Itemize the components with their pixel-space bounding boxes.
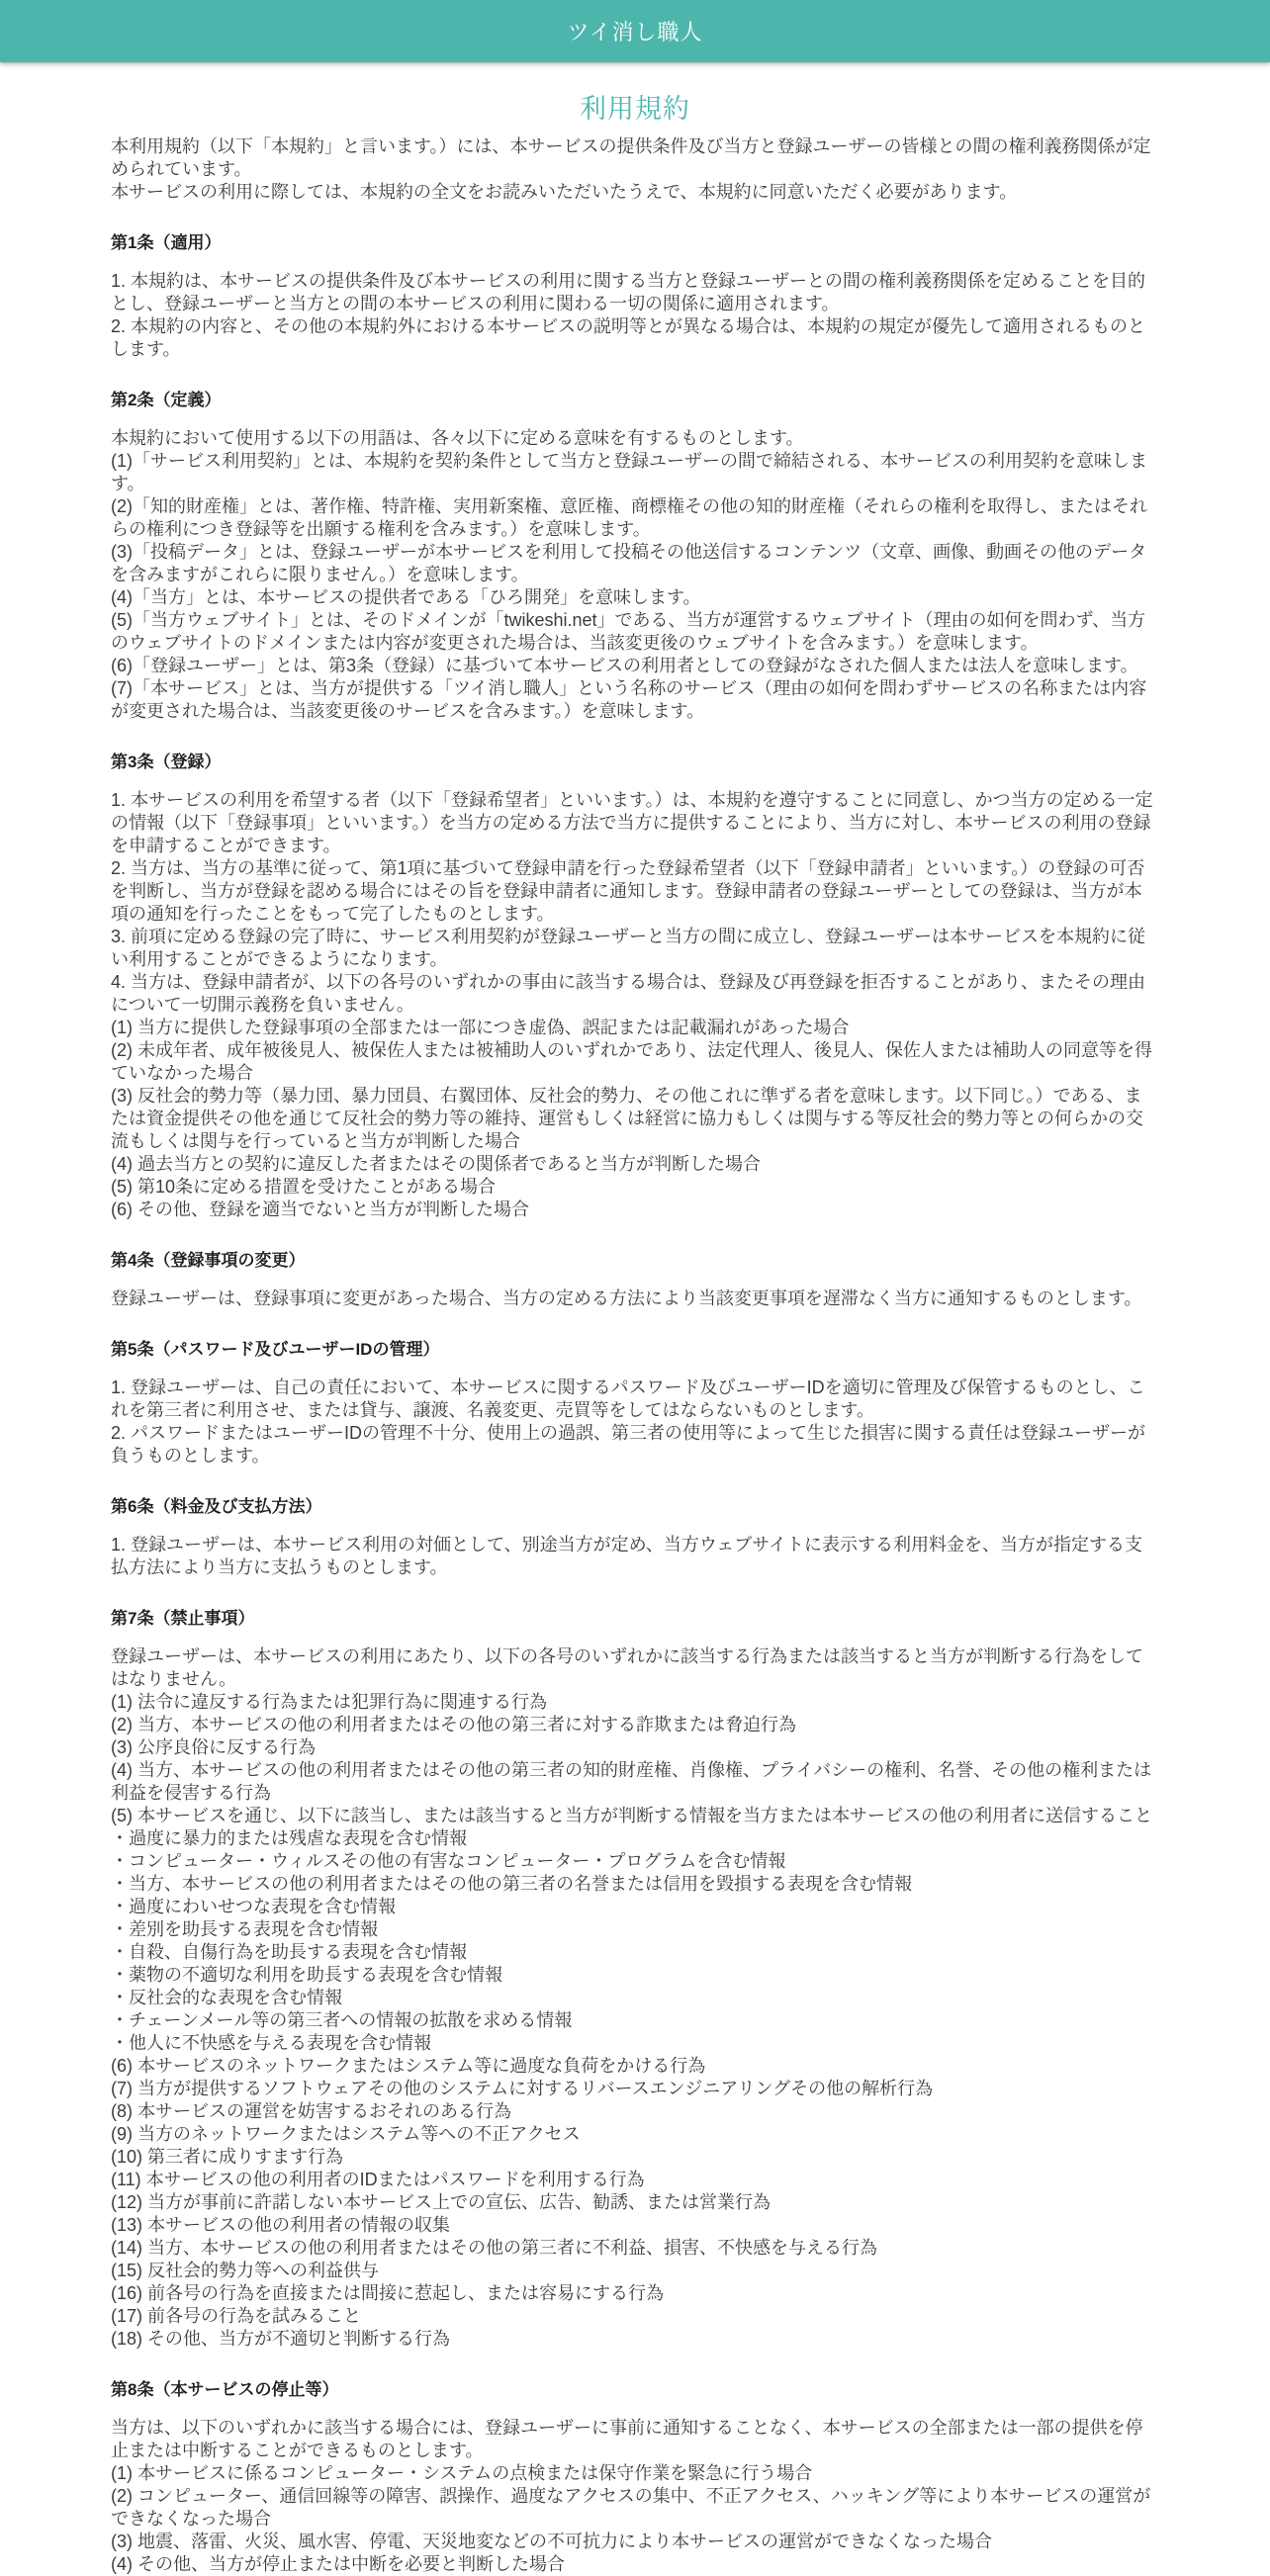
section-line: ・過度にわいせつな表現を含む情報 [111, 1897, 396, 1916]
section-line: (5) 本サービスを通じ、以下に該当し、または該当すると当方が判断する情報を当方または本サービスの他の利用者に送信すること [111, 1806, 1152, 1825]
terms-section [111, 1495, 1159, 1579]
section-body [111, 789, 1159, 1221]
terms-document [0, 94, 1270, 2576]
section-body [111, 270, 1159, 361]
terms-section [111, 2378, 1159, 2576]
section-line: (6)「登録ユーザー」とは、第3条（登録）に基づいて本サービスの利用者としての登録がなされた個人または法人を意味します。 [111, 656, 1138, 675]
section-line: (3) 反社会的勢力等（暴力団、暴力団員、右翼団体、反社会的勢力、その他これに準ずる者を意味します。以下同じ。）である、または資金提供その他を通じて反社会的勢力等の維持、運営もしくは経営に協力もしくは関与する等反社会的勢力等との何らかの交流もしくは関与を行っていると当方が判断した場合 [111, 1086, 1143, 1151]
section-body [111, 1534, 1159, 1579]
section-line: (7) 当方が提供するソフトウェアその他のシステムに対するリバースエンジニアリングその他の解析行為 [111, 2079, 934, 2098]
section-line: (15) 反社会的勢力等への利益供与 [111, 2261, 380, 2280]
section-line: (6) 本サービスのネットワークまたはシステム等に過度な負荷をかける行為 [111, 2056, 706, 2076]
section-line: 2. パスワードまたはユーザーIDの管理不十分、使用上の過誤、第三者の使用等によって生じた損害に関する責任は登録ユーザーが負うものとします。 [111, 1423, 1146, 1466]
section-heading: 第4条（登録事項の変更） [111, 1251, 306, 1270]
section-line: ・チェーンメール等の第三者への情報の拡散を求める情報 [111, 2010, 573, 2030]
terms-section [111, 231, 1159, 361]
section-line: ・薬物の不適切な利用を助長する表現を含む情報 [111, 1965, 502, 1985]
intro-paragraphs [111, 135, 1159, 204]
sections-container [111, 231, 1159, 2576]
app-title: ツイ消し職人 [567, 20, 703, 44]
section-line: ・差別を助長する表現を含む情報 [111, 1919, 378, 1939]
section-line: (4) その他、当方が停止または中断を必要と判断した場合 [111, 2554, 565, 2574]
section-line: (2) コンピューター、通信回線等の障害、誤操作、過度なアクセスの集中、不正アクセス、ハッキング等により本サービスの運営ができなくなった場合 [111, 2486, 1151, 2529]
section-line: (5)「当方ウェブサイト」とは、そのドメインが「twikeshi.net」である、当方が運営するウェブサイト（理由の如何を問わず、当方のウェブサイトのドメインまたは内容が変更された場合は、当該変更後のウェブサイトを含みます。）を意味します。 [111, 610, 1146, 653]
section-line: (12) 当方が事前に許諾しない本サービス上での宣伝、広告、勧誘、または営業行為 [111, 2192, 771, 2212]
section-line: (1) 本サービスに係るコンピューター・システムの点検または保守作業を緊急に行う場合 [111, 2463, 813, 2483]
section-line: 1. 本サービスの利用を希望する者（以下「登録希望者」といいます。）は、本規約を遵守することに同意し、かつ当方の定める一定の情報（以下「登録事項」といいます。）を当方の定める方法で当方に提供することにより、当方に対し、本サービスの利用の登録を申請することができます。 [111, 790, 1153, 855]
section-line: (2) 当方、本サービスの他の利用者またはその他の第三者に対する詐欺または脅迫行為 [111, 1715, 796, 1734]
section-line: (2) 未成年者、成年被後見人、被保佐人または被補助人のいずれかであり、法定代理人、後見人、保佐人または補助人の同意等を得ていなかった場合 [111, 1040, 1152, 1083]
section-line: (16) 前各号の行為を直接または間接に惹起し、または容易にする行為 [111, 2283, 665, 2303]
section-heading: 第1条（適用） [111, 233, 222, 252]
section-heading: 第5条（パスワード及びユーザーIDの管理） [111, 1340, 440, 1359]
terms-section [111, 1249, 1159, 1310]
section-line: (1) 当方に提供した登録事項の全部または一部につき虚偽、誤記または記載漏れがあった場合 [111, 1018, 850, 1037]
section-body [111, 1377, 1159, 1467]
section-line: 3. 前項に定める登録の完了時に、サービス利用契約が登録ユーザーと当方の間に成立し、登録ユーザーは本サービスを本規約に従い利用することができるようになります。 [111, 927, 1146, 969]
section-line: 本規約において使用する以下の用語は、各々以下に定める意味を有するものとします。 [111, 428, 804, 448]
terms-section [111, 389, 1159, 723]
page-title: 利用規約 [580, 94, 690, 124]
section-line: 2. 当方は、当方の基準に従って、第1項に基づいて登録申請を行った登録希望者（以下「登録申請者」といいます。）の登録の可否を判断し、当方が登録を認める場合にはその旨を登録申請者に通知します。登録申請者の登録ユーザーとしての登録は、当方が本項の通知を行ったことをもって完了したものとします。 [111, 858, 1145, 924]
section-line: 当方は、以下のいずれかに該当する場合には、登録ユーザーに事前に通知することなく、本サービスの全部または一部の提供を停止または中断することができるものとします。 [111, 2418, 1143, 2460]
section-heading: 第2条（定義） [111, 391, 222, 409]
section-line: ・他人に不快感を与える表現を含む情報 [111, 2033, 431, 2053]
terms-section [111, 1338, 1159, 1467]
section-heading: 第7条（禁止事項） [111, 1609, 255, 1628]
section-line: (2)「知的財産権」とは、著作権、特許権、実用新案権、意匠権、商標権その他の知的財産権（それらの権利を取得し、またはそれらの権利につき登録等を出願する権利を含みます。）を意味します。 [111, 496, 1147, 539]
section-line: ・当方、本サービスの他の利用者またはその他の第三者の名誉または信用を毀損する表現を含む情報 [111, 1874, 912, 1894]
section-line: 1. 登録ユーザーは、自己の責任において、本サービスに関するパスワード及びユーザーIDを適切に管理及び保管するものとし、これを第三者に利用させ、または貸与、譲渡、名義変更、売買等をしてはならないものとします。 [111, 1377, 1145, 1420]
section-line: 1. 本規約は、本サービスの提供条件及び本サービスの利用に関する当方と登録ユーザーとの間の権利義務関係を定めることを目的とし、登録ユーザーと当方との間の本サービスの利用に関わる一切の関係に適用されます。 [111, 271, 1146, 313]
section-line: ・自殺、自傷行為を助長する表現を含む情報 [111, 1942, 467, 1962]
section-line: (1) 法令に違反する行為または犯罪行為に関連する行為 [111, 1692, 547, 1712]
section-line: (3)「投稿データ」とは、登録ユーザーが本サービスを利用して投稿その他送信するコンテンツ（文章、画像、動画その他のデータを含みますがこれらに限りません。）を意味します。 [111, 542, 1147, 584]
section-body [111, 1288, 1159, 1310]
section-line: (4) 過去当方との契約に違反した者またはその関係者であると当方が判断した場合 [111, 1154, 761, 1174]
section-line: (6) その他、登録を適当でないと当方が判断した場合 [111, 1199, 529, 1219]
section-line: (13) 本サービスの他の利用者の情報の収集 [111, 2215, 451, 2235]
section-line: 1. 登録ユーザーは、本サービス利用の対価として、別途当方が定め、当方ウェブサイトに表示する利用料金を、当方が指定する支払方法により当方に支払うものとします。 [111, 1535, 1142, 1577]
section-heading: 第8条（本サービスの停止等） [111, 2380, 339, 2399]
section-line: 登録ユーザーは、登録事項に変更があった場合、当方の定める方法により当該変更事項を遅滞なく当方に通知するものとします。 [111, 1288, 1142, 1308]
section-line: (7)「本サービス」とは、当方が提供する「ツイ消し職人」という名称のサービス（理由の如何を問わずサービスの名称または内容が変更された場合は、当該変更後のサービスを含みます。）を意味します。 [111, 678, 1147, 721]
section-body [111, 2417, 1159, 2576]
section-line: (4) 当方、本サービスの他の利用者またはその他の第三者の知的財産権、肖像権、プライバシーの権利、名誉、その他の権利または利益を侵害する行為 [111, 1760, 1152, 1803]
section-line: (9) 当方のネットワークまたはシステム等への不正アクセス [111, 2124, 581, 2144]
section-line: (4)「当方」とは、本サービスの提供者である「ひろ開発」を意味します。 [111, 587, 701, 607]
section-line: (11) 本サービスの他の利用者のIDまたはパスワードを利用する行為 [111, 2170, 645, 2189]
section-line: (1)「サービス利用契約」とは、本規約を契約条件として当方と登録ユーザーの間で締結される、本サービスの利用契約を意味します。 [111, 451, 1147, 493]
section-line: ・コンピューター・ウィルスその他の有害なコンピューター・プログラムを含む情報 [111, 1851, 786, 1871]
section-line: (3) 公序良俗に反する行為 [111, 1737, 316, 1757]
section-line: (3) 地震、落雷、火災、風水害、停電、天災地変などの不可抗力により本サービスの運営ができなくなった場合 [111, 2532, 992, 2551]
section-line: (14) 当方、本サービスの他の利用者またはその他の第三者に不利益、損害、不快感を与える行為 [111, 2238, 878, 2258]
section-line: 登録ユーザーは、本サービスの利用にあたり、以下の各号のいずれかに該当する行為または該当すると当方が判断する行為をしてはなりません。 [111, 1646, 1143, 1689]
section-line: 4. 当方は、登録申請者が、以下の各号のいずれかの事由に該当する場合は、登録及び再登録を拒否することがあり、またその理由について一切開示義務を負いません。 [111, 972, 1146, 1015]
intro-line: 本サービスの利用に際しては、本規約の全文をお読みいただいたうえで、本規約に同意いただく必要があります。 [111, 182, 1018, 202]
app-bar [0, 0, 1270, 62]
section-line: ・反社会的な表現を含む情報 [111, 1988, 342, 2007]
section-body [111, 1645, 1159, 2351]
section-line: (8) 本サービスの運営を妨害するおそれのある行為 [111, 2101, 511, 2121]
terms-section [111, 751, 1159, 1221]
section-line: (5) 第10条に定める措置を受けたことがある場合 [111, 1177, 497, 1197]
section-body [111, 427, 1159, 723]
section-line: (18) その他、当方が不適切と判断する行為 [111, 2329, 451, 2349]
section-line: ・過度に暴力的または残虐な表現を含む情報 [111, 1828, 467, 1848]
terms-section [111, 1607, 1159, 2351]
section-heading: 第6条（料金及び支払方法） [111, 1497, 322, 1516]
section-line: 2. 本規約の内容と、その他の本規約外における本サービスの説明等とが異なる場合は、本規約の規定が優先して適用されるものとします。 [111, 316, 1146, 359]
section-heading: 第3条（登録） [111, 753, 222, 771]
section-line: (10) 第三者に成りすます行為 [111, 2147, 344, 2167]
intro-line: 本利用規約（以下「本規約」と言います。）には、本サービスの提供条件及び当方と登録ユーザーの皆様との間の権利義務関係が定められています。 [111, 136, 1151, 179]
section-line: (17) 前各号の行為を試みること [111, 2306, 362, 2326]
